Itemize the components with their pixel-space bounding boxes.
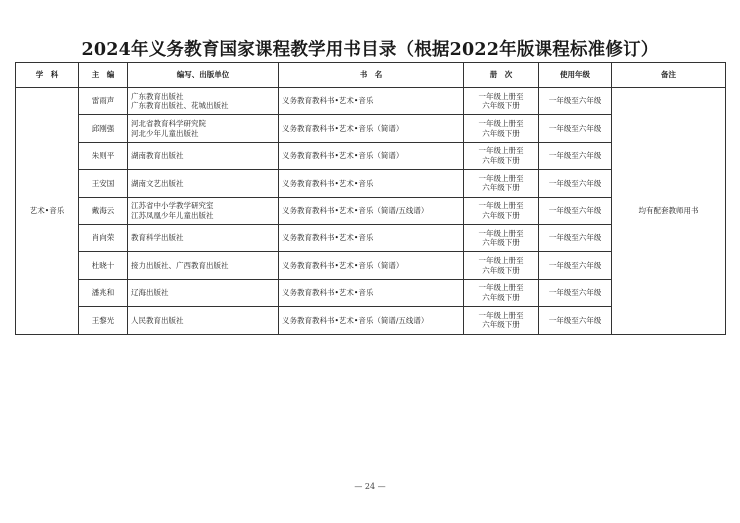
volume-cell: 一年级上册至 六年级下册 bbox=[464, 170, 539, 197]
book-cell: 义务教育教科书•艺术•音乐 bbox=[279, 88, 464, 115]
grade-cell: 一年级至六年级 bbox=[539, 115, 612, 142]
publisher-cell: 河北省教育科学研究院 河北少年儿童出版社 bbox=[128, 115, 279, 142]
volume-cell: 一年级上册至 六年级下册 bbox=[464, 142, 539, 169]
grade-cell: 一年级至六年级 bbox=[539, 88, 612, 115]
editor-cell: 杜晓十 bbox=[79, 252, 128, 279]
editor-cell: 戴海云 bbox=[79, 197, 128, 224]
book-cell: 义务教育教科书•艺术•音乐（简谱/五线谱） bbox=[279, 197, 464, 224]
note-cell: 均有配套教师用书 bbox=[612, 88, 726, 335]
grade-cell: 一年级至六年级 bbox=[539, 252, 612, 279]
page-number: — 24 — bbox=[354, 482, 386, 491]
book-cell: 义务教育教科书•艺术•音乐（简谱/五线谱） bbox=[279, 307, 464, 334]
volume-cell: 一年级上册至 六年级下册 bbox=[464, 115, 539, 142]
book-cell: 义务教育教科书•艺术•音乐 bbox=[279, 170, 464, 197]
header-editor: 主 编 bbox=[79, 63, 128, 88]
publisher-cell: 江苏省中小学教学研究室 江苏凤凰少年儿童出版社 bbox=[128, 197, 279, 224]
table-header-row bbox=[16, 63, 726, 88]
publisher-cell: 接力出版社、广西教育出版社 bbox=[128, 252, 279, 279]
editor-cell: 王黎光 bbox=[79, 307, 128, 334]
header-note: 备注 bbox=[612, 63, 726, 88]
header-volume: 册 次 bbox=[464, 63, 539, 88]
page-title: 2024年义务教育国家课程教学用书目录（根据2022年版课程标准修订） bbox=[81, 40, 659, 60]
book-cell: 义务教育教科书•艺术•音乐（简谱） bbox=[279, 142, 464, 169]
volume-cell: 一年级上册至 六年级下册 bbox=[464, 224, 539, 251]
grade-cell: 一年级至六年级 bbox=[539, 307, 612, 334]
editor-cell: 肖向荣 bbox=[79, 224, 128, 251]
table-row bbox=[16, 88, 726, 115]
volume-cell: 一年级上册至 六年级下册 bbox=[464, 197, 539, 224]
volume-cell: 一年级上册至 六年级下册 bbox=[464, 88, 539, 115]
editor-cell: 朱则平 bbox=[79, 142, 128, 169]
editor-cell: 潘兆和 bbox=[79, 279, 128, 306]
header-publisher: 编写、出版单位 bbox=[128, 63, 279, 88]
volume-cell: 一年级上册至 六年级下册 bbox=[464, 252, 539, 279]
publisher-cell: 教育科学出版社 bbox=[128, 224, 279, 251]
grade-cell: 一年级至六年级 bbox=[539, 197, 612, 224]
book-cell: 义务教育教科书•艺术•音乐 bbox=[279, 224, 464, 251]
header-subject: 学 科 bbox=[16, 63, 79, 88]
book-cell: 义务教育教科书•艺术•音乐（简谱） bbox=[279, 115, 464, 142]
publisher-cell: 广东教育出版社 广东教育出版社、花城出版社 bbox=[128, 88, 279, 115]
editor-cell: 王安国 bbox=[79, 170, 128, 197]
book-cell: 义务教育教科书•艺术•音乐 bbox=[279, 279, 464, 306]
header-grade: 使用年级 bbox=[539, 63, 612, 88]
book-cell: 义务教育教科书•艺术•音乐（简谱） bbox=[279, 252, 464, 279]
grade-cell: 一年级至六年级 bbox=[539, 142, 612, 169]
publisher-cell: 人民教育出版社 bbox=[128, 307, 279, 334]
editor-cell: 邱刚强 bbox=[79, 115, 128, 142]
volume-cell: 一年级上册至 六年级下册 bbox=[464, 307, 539, 334]
grade-cell: 一年级至六年级 bbox=[539, 170, 612, 197]
publisher-cell: 辽海出版社 bbox=[128, 279, 279, 306]
publisher-cell: 湖南文艺出版社 bbox=[128, 170, 279, 197]
publisher-cell: 湖南教育出版社 bbox=[128, 142, 279, 169]
grade-cell: 一年级至六年级 bbox=[539, 224, 612, 251]
editor-cell: 雷雨声 bbox=[79, 88, 128, 115]
subject-cell: 艺术•音乐 bbox=[16, 88, 79, 335]
catalog-table bbox=[15, 62, 726, 335]
header-book: 书 名 bbox=[279, 63, 464, 88]
grade-cell: 一年级至六年级 bbox=[539, 279, 612, 306]
volume-cell: 一年级上册至 六年级下册 bbox=[464, 279, 539, 306]
